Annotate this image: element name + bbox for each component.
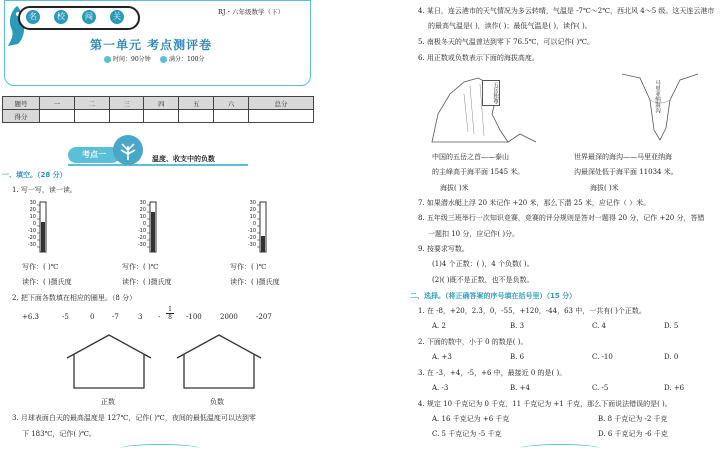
- clock-icon: [104, 56, 111, 63]
- choice-1: 1. 在 -8，+20，2.3，0，-55，+120，-44，63 中，一共有( )个正数。: [418, 307, 646, 315]
- score-table: [2, 96, 314, 123]
- series-char: 闯: [82, 10, 96, 24]
- choice-option[interactable]: B. +4: [510, 384, 530, 392]
- number-item: -7: [112, 313, 119, 321]
- number-item: +6.3: [22, 313, 39, 321]
- score-header-cell: 二: [74, 97, 109, 110]
- choice-option[interactable]: A. +3: [432, 353, 452, 361]
- tick-label: 20: [139, 207, 146, 213]
- page-title: 第一单元 考点测评卷: [90, 38, 213, 52]
- score-header-cell: 五: [179, 97, 214, 110]
- tick-label: -10: [247, 228, 256, 234]
- score-header-cell: 一: [40, 97, 75, 110]
- question-3: 3. 月球表面白天的最高温度是 127℃，记作( )℃，夜间的最低温度可以达到零: [12, 414, 256, 422]
- tree-icon: [112, 134, 144, 166]
- score-cell[interactable]: [109, 110, 144, 123]
- question-9: 9. 按要求写数。: [418, 245, 469, 253]
- score-cell[interactable]: [214, 110, 249, 123]
- taishan-blank[interactable]: 海拔( )米: [440, 184, 469, 192]
- negative-label: 负数: [210, 398, 224, 406]
- choice-option[interactable]: A. -3: [432, 384, 449, 392]
- positive-house[interactable]: [64, 332, 154, 390]
- question-2: 2. 把下面各数填在相应的圈里。（8 分）: [12, 294, 137, 302]
- question-7: 7. 如果潜水艇上浮 20 米记作 +20 米，那么下潜 25 米，应记作（ ）米。: [418, 199, 651, 207]
- choice-option[interactable]: C. 5 千克记为 -5 千克: [432, 430, 502, 438]
- tick-label: -20: [247, 235, 256, 241]
- tick-label: -20: [137, 235, 146, 241]
- question-3-cont: 下 183℃，记作( )℃。: [22, 430, 96, 438]
- kaodian-title: 温度、收支中的负数: [152, 155, 215, 163]
- question-6: 6. 用正数或负数表示下面的海拔高度。: [418, 54, 539, 62]
- thermo-scale: [238, 200, 256, 249]
- tick-label: -20: [27, 235, 36, 241]
- score-cell[interactable]: [40, 110, 75, 123]
- number-item: -100: [186, 313, 202, 321]
- number-item: -: [158, 313, 161, 321]
- question-1: 1. 写一写，读一读。: [12, 186, 77, 194]
- question-8: 8. 五年级三班举行一次知识竞赛，竞赛的评分规则是答对一题得 20 分，记作 +20 分，答错: [418, 214, 705, 222]
- tick-label: -10: [137, 228, 146, 234]
- score-text: 满分：100分: [169, 56, 205, 63]
- tick-label: 10: [249, 214, 256, 220]
- choice-option[interactable]: D. +6: [664, 384, 685, 392]
- series-char: 名: [26, 10, 40, 24]
- mariana-trench-image: [620, 70, 700, 142]
- mariana-text: 沟最深处低于海平面 11034 米。: [574, 168, 678, 176]
- score-cell[interactable]: [179, 110, 214, 123]
- choice-option[interactable]: C. -5: [592, 384, 609, 392]
- score-row-label: 得分: [3, 110, 40, 123]
- choice-4: 4. 规定 10 千克记为 0 千克，11 千克记为 +1 千克，那么下面说法错误的是( )。: [418, 400, 672, 408]
- tick-label: 30: [139, 200, 146, 206]
- question-4: 4. 某日，连云港市的天气情况为多云转晴，气温是 -7℃～2℃，西北风 4～5 级。这天连云港市: [418, 7, 715, 15]
- choice-option[interactable]: D. 5: [664, 322, 679, 330]
- trench-label: 马里亚纳海沟: [654, 80, 660, 113]
- score-header-cell: 六: [214, 97, 249, 110]
- positive-label: 正数: [101, 398, 115, 406]
- thermometer-2: [126, 200, 166, 258]
- read-blank-1[interactable]: 读作：( )摄氏度: [22, 278, 72, 286]
- tick-label: 0: [142, 221, 146, 227]
- thermometer-3: [236, 200, 276, 258]
- number-item: 3: [138, 313, 143, 321]
- thermo-scale: [18, 200, 36, 249]
- choice-option[interactable]: A. 16 千克记为 +6 千克: [432, 415, 510, 423]
- score-cell[interactable]: [248, 110, 313, 123]
- fraction-numerator: 1: [166, 306, 174, 314]
- tick-label: 0: [32, 221, 36, 227]
- series-logo: [18, 6, 140, 30]
- fraction-denominator: 8: [168, 314, 172, 321]
- tick-label: 20: [29, 207, 36, 213]
- write-blank-2[interactable]: 写作：( )℃: [122, 263, 159, 271]
- choice-option[interactable]: B. 3: [510, 322, 525, 330]
- thermo-scale: [128, 200, 146, 249]
- score-cell[interactable]: [74, 110, 109, 123]
- mariana-blank[interactable]: 海拔( )米: [590, 184, 619, 192]
- write-blank-1[interactable]: 写作：( )℃: [22, 263, 59, 271]
- tick-label: 30: [249, 200, 256, 206]
- tick-label: -30: [137, 242, 146, 248]
- tick-label: -30: [247, 242, 256, 248]
- choice-option[interactable]: B. 8 千克记为 -2 千克: [598, 415, 668, 423]
- series-char: 关: [110, 10, 124, 24]
- tick-label: 30: [29, 200, 36, 206]
- tick-label: -10: [27, 228, 36, 234]
- taishan-text: 中国的五岳之首——泰山: [432, 153, 509, 161]
- pen-icon: [160, 56, 167, 63]
- cliff-inscription: 五岳独尊: [482, 80, 500, 106]
- tick-label: -30: [27, 242, 36, 248]
- thermometer-1: [16, 200, 56, 258]
- tick-label: 20: [249, 207, 256, 213]
- number-item: 0: [90, 313, 95, 321]
- choice-option[interactable]: D. 6 千克记为 -6 千克: [598, 430, 668, 438]
- grade-label: RJ・六年级数学（下）: [218, 8, 284, 16]
- section-choice: 二、选择。（将正确答案的序号填在括号里）（15 分）: [410, 292, 577, 300]
- question-9-2: (2)( )既不是正数，也不是负数。: [432, 276, 534, 284]
- tick-label: 10: [139, 214, 146, 220]
- number-item: 2000: [220, 313, 238, 321]
- negative-house[interactable]: [174, 332, 264, 390]
- choice-3: 3. 在 -3，+4，-5，+6 中，最接近 0 的是( )。: [418, 369, 567, 377]
- tick-label: 10: [29, 214, 36, 220]
- mariana-text: 世界最深的海沟——马里亚纳海: [574, 153, 672, 161]
- time-text: 时间：90分钟: [113, 56, 151, 63]
- fraction: [166, 306, 174, 321]
- number-item: -5: [62, 313, 69, 321]
- score-cell[interactable]: [144, 110, 179, 123]
- score-info: [160, 55, 204, 64]
- read-blank-2[interactable]: 读作：( )摄氏度: [122, 278, 172, 286]
- series-char: 校: [54, 10, 68, 24]
- question-5: 5. 南极冬天的气温曾达到零下 76.5℃，可以记作( )℃。: [418, 38, 595, 46]
- score-header-cell: 四: [144, 97, 179, 110]
- section-fill-blank: 一、填空。（28 分）: [2, 171, 67, 179]
- question-9-1: (1)4 个正数：( )，4 个负数( )。: [432, 260, 534, 268]
- choice-option[interactable]: A. 2: [432, 322, 446, 330]
- question-8-cont: 一题扣 10 分，应记作( )分。: [428, 230, 520, 238]
- score-header-cell: 题号: [3, 97, 40, 110]
- choice-option[interactable]: D. 0: [664, 353, 679, 361]
- question-4-cont: 的最高气温是( )，读作( )；最低气温是( )，读作( )。: [428, 22, 592, 30]
- number-item: -207: [256, 313, 272, 321]
- score-header-cell: 三: [109, 97, 144, 110]
- read-blank-3[interactable]: 读作：( )摄氏度: [230, 278, 280, 286]
- choice-2: 2. 下面的数中，小于 0 的数是( )。: [418, 338, 528, 346]
- taishan-text: 的主峰高于海平面 1545 米。: [432, 168, 525, 176]
- kaodian-badge: 考点一: [68, 147, 120, 163]
- write-blank-3[interactable]: 写作：( )℃: [230, 263, 267, 271]
- tick-label: 0: [252, 221, 256, 227]
- choice-option[interactable]: B. 6: [510, 353, 525, 361]
- choice-option[interactable]: C. 4: [592, 322, 607, 330]
- score-header-cell: 总分: [248, 97, 313, 110]
- time-info: [104, 55, 151, 64]
- choice-option[interactable]: C. -10: [592, 353, 613, 361]
